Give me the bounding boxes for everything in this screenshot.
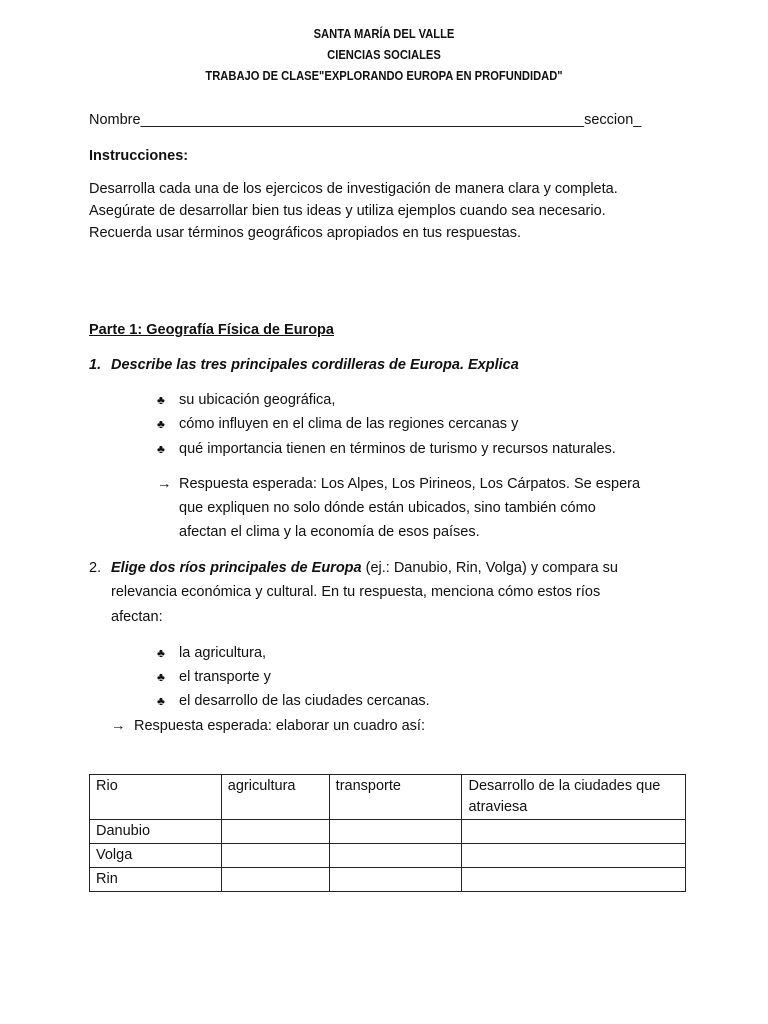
- q2-prompt-bold: Elige dos ríos principales de Europa: [111, 560, 362, 576]
- arrow-icon: →: [111, 718, 126, 734]
- club-bullet-icon: ♣: [157, 442, 165, 456]
- table-header-cell: agricultura: [221, 775, 329, 820]
- instructions-line-3: Recuerda usar términos geográficos apropiados en tus respuestas.: [89, 225, 522, 241]
- q2-answer: Respuesta esperada: elaborar un cuadro así:: [134, 718, 425, 734]
- subject-title: CIENCIAS SOCIALES: [327, 47, 441, 62]
- table-cell[interactable]: [221, 820, 329, 844]
- name-section-line: Nombre_______________________________________________________seccion_: [89, 112, 642, 128]
- rivers-table: [89, 774, 686, 892]
- table-header-cell: transporte: [329, 775, 462, 820]
- table-cell[interactable]: [329, 844, 462, 868]
- table-cell: Rin: [90, 868, 222, 892]
- table-row: [90, 868, 686, 892]
- q2-prompt-line-3: afectan:: [111, 609, 163, 625]
- table-header-cell: Rio: [90, 775, 222, 820]
- table-row: [90, 820, 686, 844]
- table-header-row: [90, 775, 686, 820]
- table-cell[interactable]: [462, 844, 686, 868]
- club-bullet-icon: ♣: [157, 670, 165, 684]
- table-cell[interactable]: [329, 868, 462, 892]
- arrow-icon: →: [157, 476, 172, 492]
- q2-bullet-2: el transporte y: [179, 669, 271, 685]
- q2-prompt-line-2: relevancia económica y cultural. En tu respuesta, menciona cómo estos ríos: [111, 584, 601, 600]
- assignment-title: TRABAJO DE CLASE"EXPLORANDO EUROPA EN PROFUNDIDAD": [205, 68, 563, 83]
- club-bullet-icon: ♣: [157, 393, 165, 407]
- table-cell[interactable]: [221, 844, 329, 868]
- q2-bullet-1: la agricultura,: [179, 645, 267, 661]
- q1-number: 1.: [89, 357, 102, 373]
- table-cell[interactable]: [462, 868, 686, 892]
- q2-bullet-3: el desarrollo de las ciudades cercanas.: [179, 693, 430, 709]
- instructions-line-1: Desarrolla cada una de los ejercicos de investigación de manera clara y completa.: [89, 181, 618, 197]
- table-cell: Danubio: [90, 820, 222, 844]
- q1-prompt: Describe las tres principales cordilleras de Europa. Explica: [111, 357, 519, 373]
- table-row: [90, 844, 686, 868]
- instructions-heading: Instrucciones:: [89, 148, 189, 164]
- q2-prompt-rest: (ej.: Danubio, Rin, Volga) y compara su: [361, 560, 618, 576]
- table-cell[interactable]: [221, 868, 329, 892]
- q1-answer-line-2: que expliquen no solo dónde están ubicados, sino también cómo: [179, 500, 596, 516]
- table-header-cell: Desarrollo de la ciudades que atraviesa: [462, 775, 686, 820]
- part1-heading: Parte 1: Geografía Física de Europa: [89, 322, 334, 338]
- q1-answer-line-1: Respuesta esperada: Los Alpes, Los Pirineos, Los Cárpatos. Se espera: [179, 476, 641, 492]
- table-cell[interactable]: [462, 820, 686, 844]
- q2-number: 2.: [89, 560, 102, 576]
- instructions-line-2: Asegúrate de desarrollar bien tus ideas y utiliza ejemplos cuando sea necesario.: [89, 203, 606, 219]
- table-cell[interactable]: [329, 820, 462, 844]
- q2-prompt-line-1: [111, 557, 618, 579]
- club-bullet-icon: ♣: [157, 646, 165, 660]
- club-bullet-icon: ♣: [157, 417, 165, 431]
- table-cell: Volga: [90, 844, 222, 868]
- q1-bullet-1: su ubicación geográfica,: [179, 392, 336, 408]
- q1-bullet-2: cómo influyen en el clima de las regiones cercanas y: [179, 416, 519, 432]
- q1-bullet-3: qué importancia tienen en términos de turismo y recursos naturales.: [179, 441, 616, 457]
- school-name: SANTA MARÍA DEL VALLE: [313, 26, 455, 41]
- q1-answer-line-3: afectan el clima y la economía de esos países.: [179, 524, 480, 540]
- club-bullet-icon: ♣: [157, 694, 165, 708]
